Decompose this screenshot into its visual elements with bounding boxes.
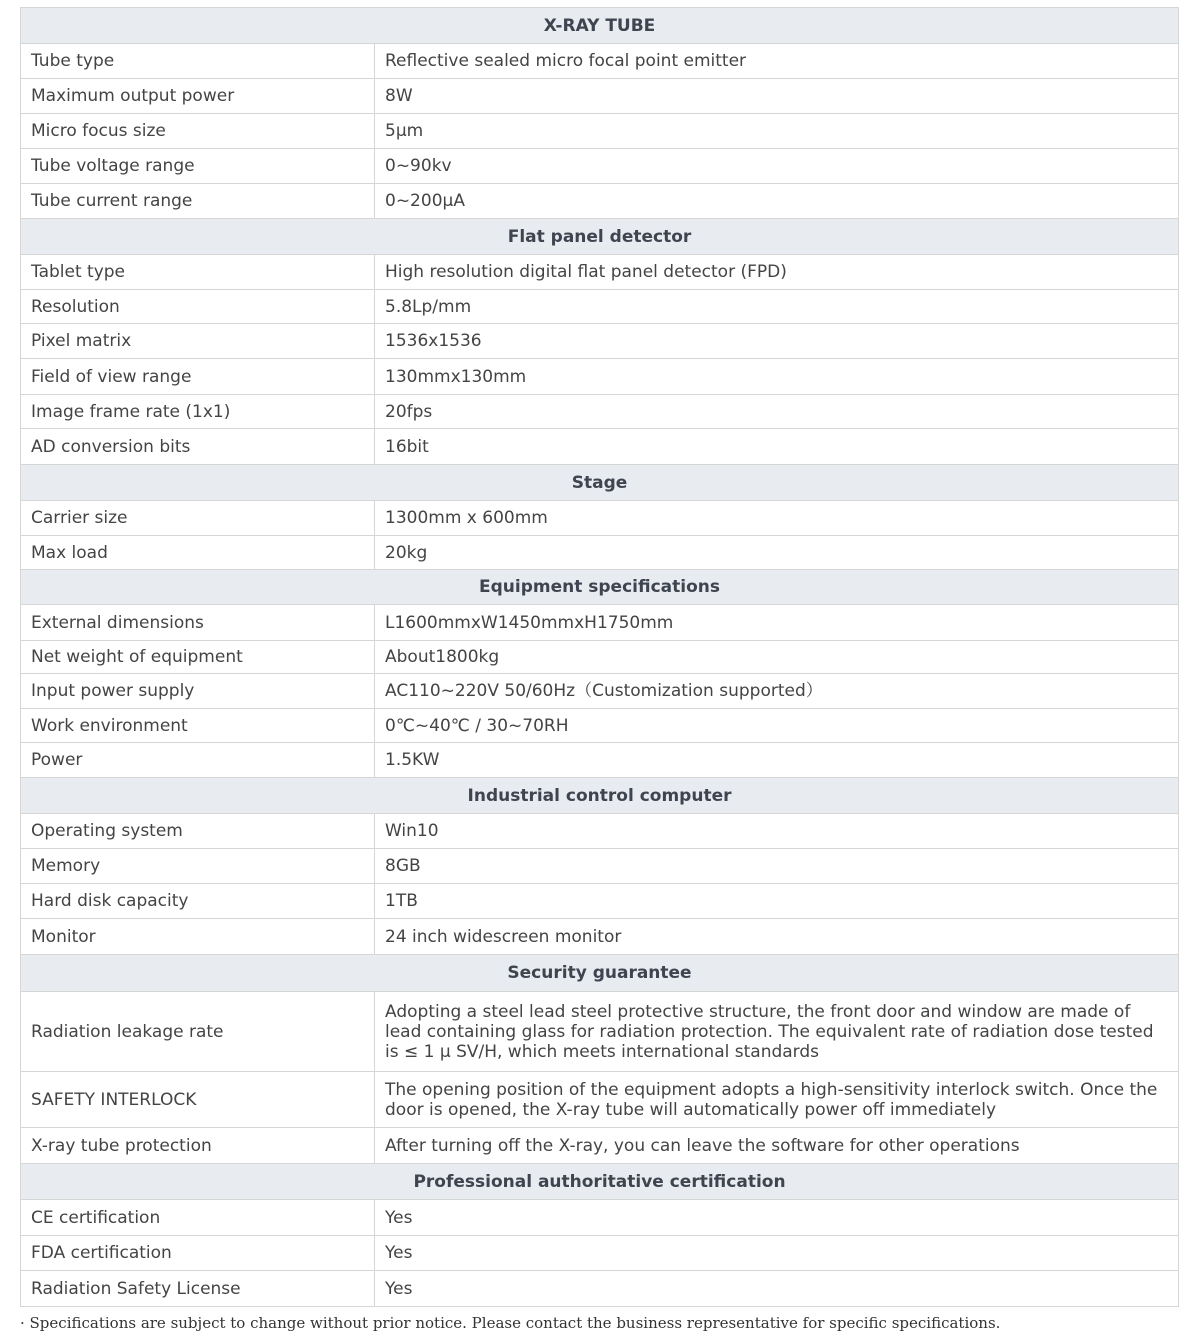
spec-value: L1600mmxW1450mmxH1750mm — [375, 605, 1179, 641]
spec-value: Adopting a steel lead steel protective structure, the front door and window are made of lead containing glass for radiation protection. The equivalent rate of radiation dose tested is ≤ 1 μ SV/H, which meets international standards — [375, 992, 1179, 1072]
spec-label: Power — [21, 743, 375, 778]
spec-label: Carrier size — [21, 501, 375, 536]
spec-value: 1TB — [375, 884, 1179, 919]
section-title: Industrial control computer — [21, 778, 1179, 814]
spec-value: Yes — [375, 1200, 1179, 1236]
spec-value: 1536x1536 — [375, 324, 1179, 359]
spec-label: Micro focus size — [21, 114, 375, 149]
section-header — [21, 778, 1179, 814]
spec-label: Tube current range — [21, 184, 375, 219]
spec-row — [21, 501, 1179, 536]
spec-label: Tube type — [21, 44, 375, 79]
spec-label: Hard disk capacity — [21, 884, 375, 919]
spec-label: AD conversion bits — [21, 429, 375, 465]
spec-label: External dimensions — [21, 605, 375, 641]
spec-value: 20kg — [375, 536, 1179, 570]
spec-row — [21, 641, 1179, 674]
section-header — [21, 465, 1179, 501]
section-header — [21, 570, 1179, 605]
spec-row — [21, 709, 1179, 743]
spec-value: 16bit — [375, 429, 1179, 465]
section-title: Security guarantee — [21, 955, 1179, 992]
spec-table-body — [21, 8, 1179, 1307]
spec-value: After turning off the X-ray, you can leave the software for other operations — [375, 1128, 1179, 1164]
spec-row — [21, 44, 1179, 79]
spec-row — [21, 849, 1179, 884]
spec-value: Yes — [375, 1271, 1179, 1307]
spec-row — [21, 605, 1179, 641]
spec-row — [21, 536, 1179, 570]
section-header — [21, 955, 1179, 992]
spec-label: Radiation Safety License — [21, 1271, 375, 1307]
spec-value: 0~200μA — [375, 184, 1179, 219]
spec-value: Win10 — [375, 814, 1179, 849]
spec-label: Tube voltage range — [21, 149, 375, 184]
spec-row — [21, 395, 1179, 429]
spec-value: The opening position of the equipment adopts a high-sensitivity interlock switch. Once the door is opened, the X-ray tube will automatically power off immediately — [375, 1072, 1179, 1128]
footnote: · Specifications are subject to change without prior notice. Please contact the business representative for specific specifications. — [20, 1314, 1001, 1332]
spec-value: 0~90kv — [375, 149, 1179, 184]
spec-value: Yes — [375, 1236, 1179, 1271]
spec-row — [21, 1271, 1179, 1307]
spec-row — [21, 1200, 1179, 1236]
spec-label: Image frame rate (1x1) — [21, 395, 375, 429]
section-header — [21, 8, 1179, 44]
spec-value: AC110~220V 50/60Hz（Customization supported） — [375, 674, 1179, 709]
spec-value: 8GB — [375, 849, 1179, 884]
section-title: Professional authoritative certification — [21, 1164, 1179, 1200]
spec-value: 130mmx130mm — [375, 359, 1179, 395]
spec-label: FDA certification — [21, 1236, 375, 1271]
spec-row — [21, 992, 1179, 1072]
spec-value: 24 inch widescreen monitor — [375, 919, 1179, 955]
spec-label: Pixel matrix — [21, 324, 375, 359]
spec-value: 1.5KW — [375, 743, 1179, 778]
spec-label: Input power supply — [21, 674, 375, 709]
spec-label: X-ray tube protection — [21, 1128, 375, 1164]
spec-label: Work environment — [21, 709, 375, 743]
spec-row — [21, 1236, 1179, 1271]
spec-label: Field of view range — [21, 359, 375, 395]
spec-value: Reflective sealed micro focal point emitter — [375, 44, 1179, 79]
spec-label: Net weight of equipment — [21, 641, 375, 674]
spec-value: 0℃~40℃ / 30~70RH — [375, 709, 1179, 743]
spec-label: Operating system — [21, 814, 375, 849]
spec-table — [20, 7, 1179, 1307]
spec-label: Radiation leakage rate — [21, 992, 375, 1072]
spec-row — [21, 1128, 1179, 1164]
spec-label: Maximum output power — [21, 79, 375, 114]
spec-label: Tablet type — [21, 255, 375, 290]
spec-label: Memory — [21, 849, 375, 884]
spec-label: CE certification — [21, 1200, 375, 1236]
spec-value: 20fps — [375, 395, 1179, 429]
spec-row — [21, 674, 1179, 709]
spec-label: SAFETY INTERLOCK — [21, 1072, 375, 1128]
spec-value: 8W — [375, 79, 1179, 114]
spec-row — [21, 79, 1179, 114]
spec-value: 5.8Lp/mm — [375, 290, 1179, 324]
spec-row — [21, 290, 1179, 324]
spec-row — [21, 359, 1179, 395]
spec-value: About1800kg — [375, 641, 1179, 674]
spec-value: 1300mm x 600mm — [375, 501, 1179, 536]
spec-row — [21, 429, 1179, 465]
section-header — [21, 219, 1179, 255]
section-title: X-RAY TUBE — [21, 8, 1179, 44]
spec-row — [21, 919, 1179, 955]
spec-value: High resolution digital flat panel detector (FPD) — [375, 255, 1179, 290]
spec-label: Max load — [21, 536, 375, 570]
spec-row — [21, 184, 1179, 219]
spec-row — [21, 743, 1179, 778]
spec-row — [21, 1072, 1179, 1128]
spec-row — [21, 149, 1179, 184]
section-title: Stage — [21, 465, 1179, 501]
section-title: Flat panel detector — [21, 219, 1179, 255]
spec-value: 5μm — [375, 114, 1179, 149]
spec-label: Resolution — [21, 290, 375, 324]
spec-row — [21, 114, 1179, 149]
section-header — [21, 1164, 1179, 1200]
section-title: Equipment specifications — [21, 570, 1179, 605]
spec-label: Monitor — [21, 919, 375, 955]
spec-row — [21, 884, 1179, 919]
spec-row — [21, 324, 1179, 359]
spec-row — [21, 814, 1179, 849]
spec-row — [21, 255, 1179, 290]
